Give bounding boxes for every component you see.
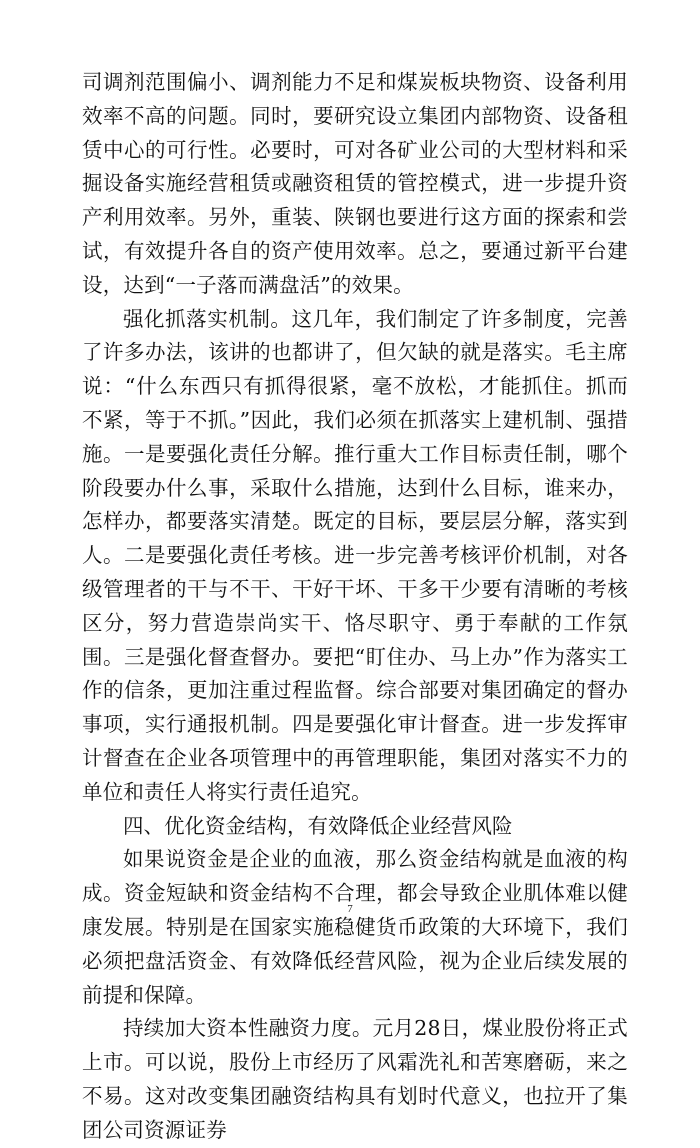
page-number: 7 xyxy=(347,903,353,915)
section-heading-capital-structure: 四、优化资金结构，有效降低企业经营风险 xyxy=(123,813,513,838)
document-page xyxy=(82,66,628,1148)
paragraph-equity-financing: 持续加大资本性融资力度。元月28日，煤业股份将正式上市。可以说，股份上市经历了风霜洗礼和苦寒磨砺，来之不易。这对改变集团融资结构具有划时代意义，也拉开了集团公司资源证券 xyxy=(82,1016,628,1142)
paragraph-capital-structure-intro: 如果说资金是企业的血液，那么资金结构就是血液的构成。资金短缺和资金结构不合理，都会导致企业肌体难以健康发展。特别是在国家实施稳健货币政策的大环境下，我们必须把盘活资金、有效降低经营风险，视为企业后续发展的前提和保障。 xyxy=(82,847,628,1007)
paragraph-implementation-mechanism: 强化抓落实机制。这几年，我们制定了许多制度，完善了许多办法，该讲的也都讲了，但欠缺的就是落实。毛主席说：“什么东西只有抓得很紧，毫不放松，才能抓住。抓而不紧，等于不抓。”因此，我们必须在抓落实上建机制、强措施。一是要强化责任分解。推行重大工作目标责任制，哪个阶段要办什么事，采取什么措施，达到什么目标，谁来办，怎样办，都要落实清楚。既定的目标，要层层分解，落实到人。二是要强化责任考核。进一步完善考核评价机制，对各级管理者的干与不干、干好干坏、干多干少要有清晰的考核区分，努力营造崇尚实干、恪尽职守、勇于奉献的工作氛围。三是强化督查督办。要把“盯住办、马上办”作为落实工作的信条，更加注重过程监督。综合部要对集团确定的督办事项，实行通报机制。四是要强化审计督查。进一步发挥审计督查在企业各项管理中的再管理职能，集团对落实不力的单位和责任人将实行责任追究。 xyxy=(82,306,628,804)
continuation-paragraph: 司调剂范围偏小、调剂能力不足和煤炭板块物资、设备利用效率不高的问题。同时，要研究设立集团内部物资、设备租赁中心的可行性。必要时，可对各矿业公司的大型材料和采掘设备实施经营租赁或融资租赁的管控模式，进一步提升资产利用效率。另外，重装、陕钢也要进行这方面的探索和尝试，有效提升各自的资产使用效率。总之，要通过新平台建设，达到“一子落而满盘活”的效果。 xyxy=(82,70,628,297)
